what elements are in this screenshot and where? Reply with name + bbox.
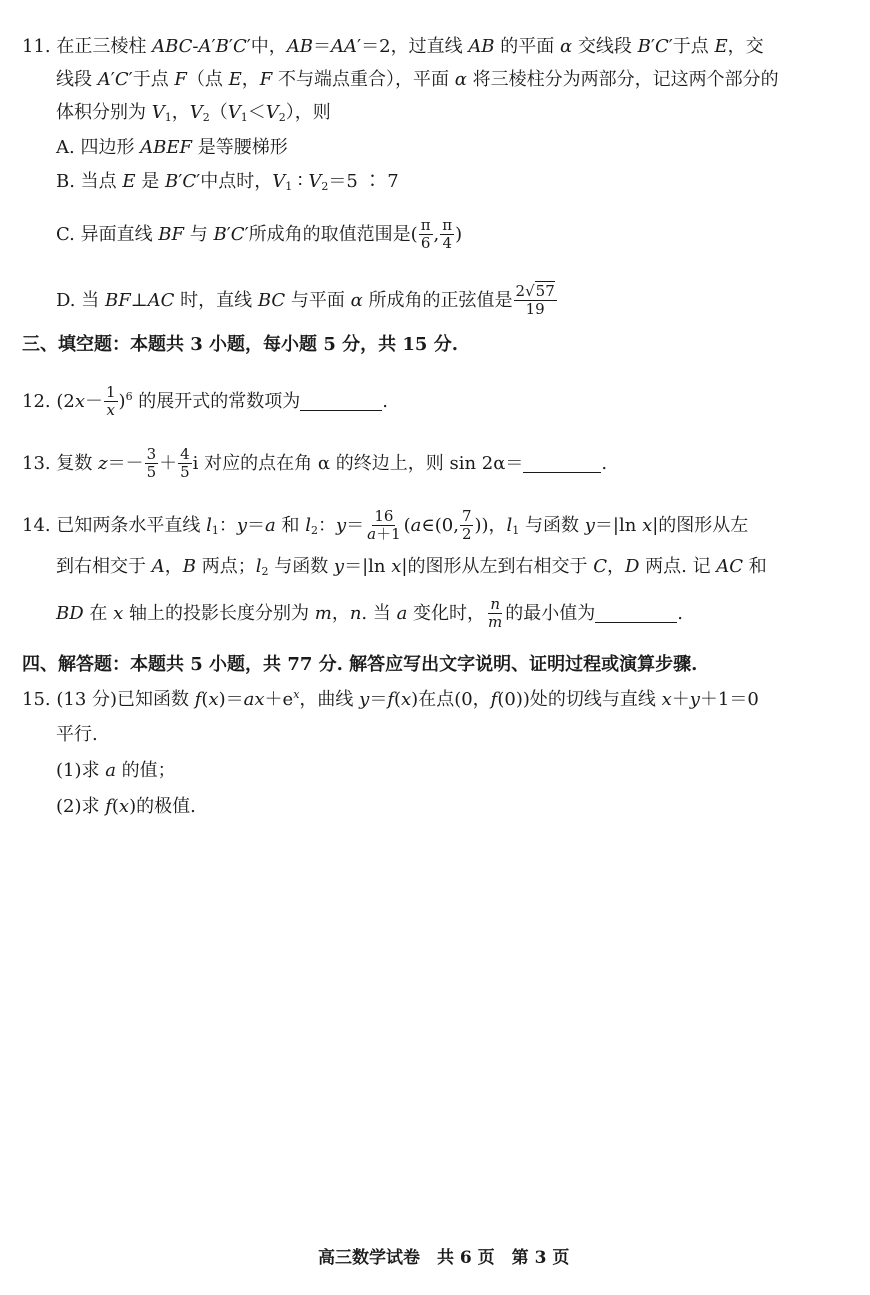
q14-line-3: BD 在 x 轴上的投影长度分别为 m，n. 当 a 变化时， $\frac{n}{m}$ 的最小值为 . xyxy=(56,595,684,632)
q11-line-2: 线段 A′C′于点 F（点 E，F 不与端点重合），平面 α 将三棱柱分为两部分，记这两个部分的 xyxy=(56,69,779,90)
section-4-heading: 四、解答题：本题共 5 小题，共 77 分. 解答应写出文字说明、证明过程或演算步骤. xyxy=(22,654,698,675)
q15-line-1: 15. (13 分)已知函数 $f(x)=ax+e^x$，曲线 y＝f(x)在点(0，f(0))处的切线与直线 x＋y＋1＝0 xyxy=(22,688,759,710)
q12-text: 的展开式的常数项为 xyxy=(132,390,301,412)
q13-text: 对应的点在角 α 的终边上，则 sin 2α＝ xyxy=(198,452,524,474)
q14-line-2: 到右相交于 A，B 两点；$l_2$ 与函数 y＝|ln x|的图形从左到右相交于 C，D 两点. 记 AC 和 xyxy=(56,556,767,578)
q12-answer-blank[interactable] xyxy=(300,410,382,411)
q13-line: 13. 复数 z＝－ $\frac{3}{5}$ ＋ $\frac{4}{5}$ i 对应的点在角 α 的终边上，则 sin 2α＝ . xyxy=(22,445,608,482)
q12-line: 12. (2x－ $\frac{1}{x}$ )$^6$ 的展开式的常数项为 . xyxy=(22,383,389,420)
q11-option-a: A. 四边形 ABEF 是等腰梯形 xyxy=(56,137,288,158)
q11-option-c: C. 异面直线 BF 与 B′C′所成角的取值范围是( $\frac{\pi}{6}$ , $\frac{\pi}{4}$ ) xyxy=(56,216,463,253)
q11-option-d: D. 当 BF⊥AC 时，直线 BC 与平面 α 所成角的正弦值是 $\frac{2√57}{19}$ xyxy=(56,282,555,319)
q15-part-1: (1)求 a 的值； xyxy=(56,760,176,781)
q11-line-3: 体积分别为 $V_1$，$V_2(V_1<V_2)$，则 xyxy=(56,102,331,124)
q11-line-1: 11. 在正三棱柱 ABC-A′B′C′中，AB＝AA′＝2，过直线 AB 的平面 α 交线段 B′C′于点 E，交 xyxy=(22,36,764,57)
q14-line-1: 14. 已知两条水平直线 $l_1$：y＝a 和 $l_2$：y＝ $\frac{16}{a+1}$ (a∈(0, $\frac{7}{2}$ ))，$l_1$ 与函数 y＝|ln x|的图形从左 xyxy=(22,507,749,544)
q13-answer-blank[interactable] xyxy=(523,472,601,473)
q14-answer-blank[interactable] xyxy=(595,622,677,623)
page-footer: 高三数学试卷 共 6 页 第 3 页 xyxy=(318,1248,570,1268)
q15-line-2: 平行. xyxy=(56,724,98,745)
q11-option-b: B. 当点 E 是 B′C′中点时，$V_1$ ∶ $V_2=5$ ∶ 7 xyxy=(56,171,399,193)
section-3-heading: 三、填空题：本题共 3 小题，每小题 5 分，共 15 分. xyxy=(22,334,458,355)
q15-part-2: (2)求 f(x)的极值. xyxy=(56,796,196,817)
